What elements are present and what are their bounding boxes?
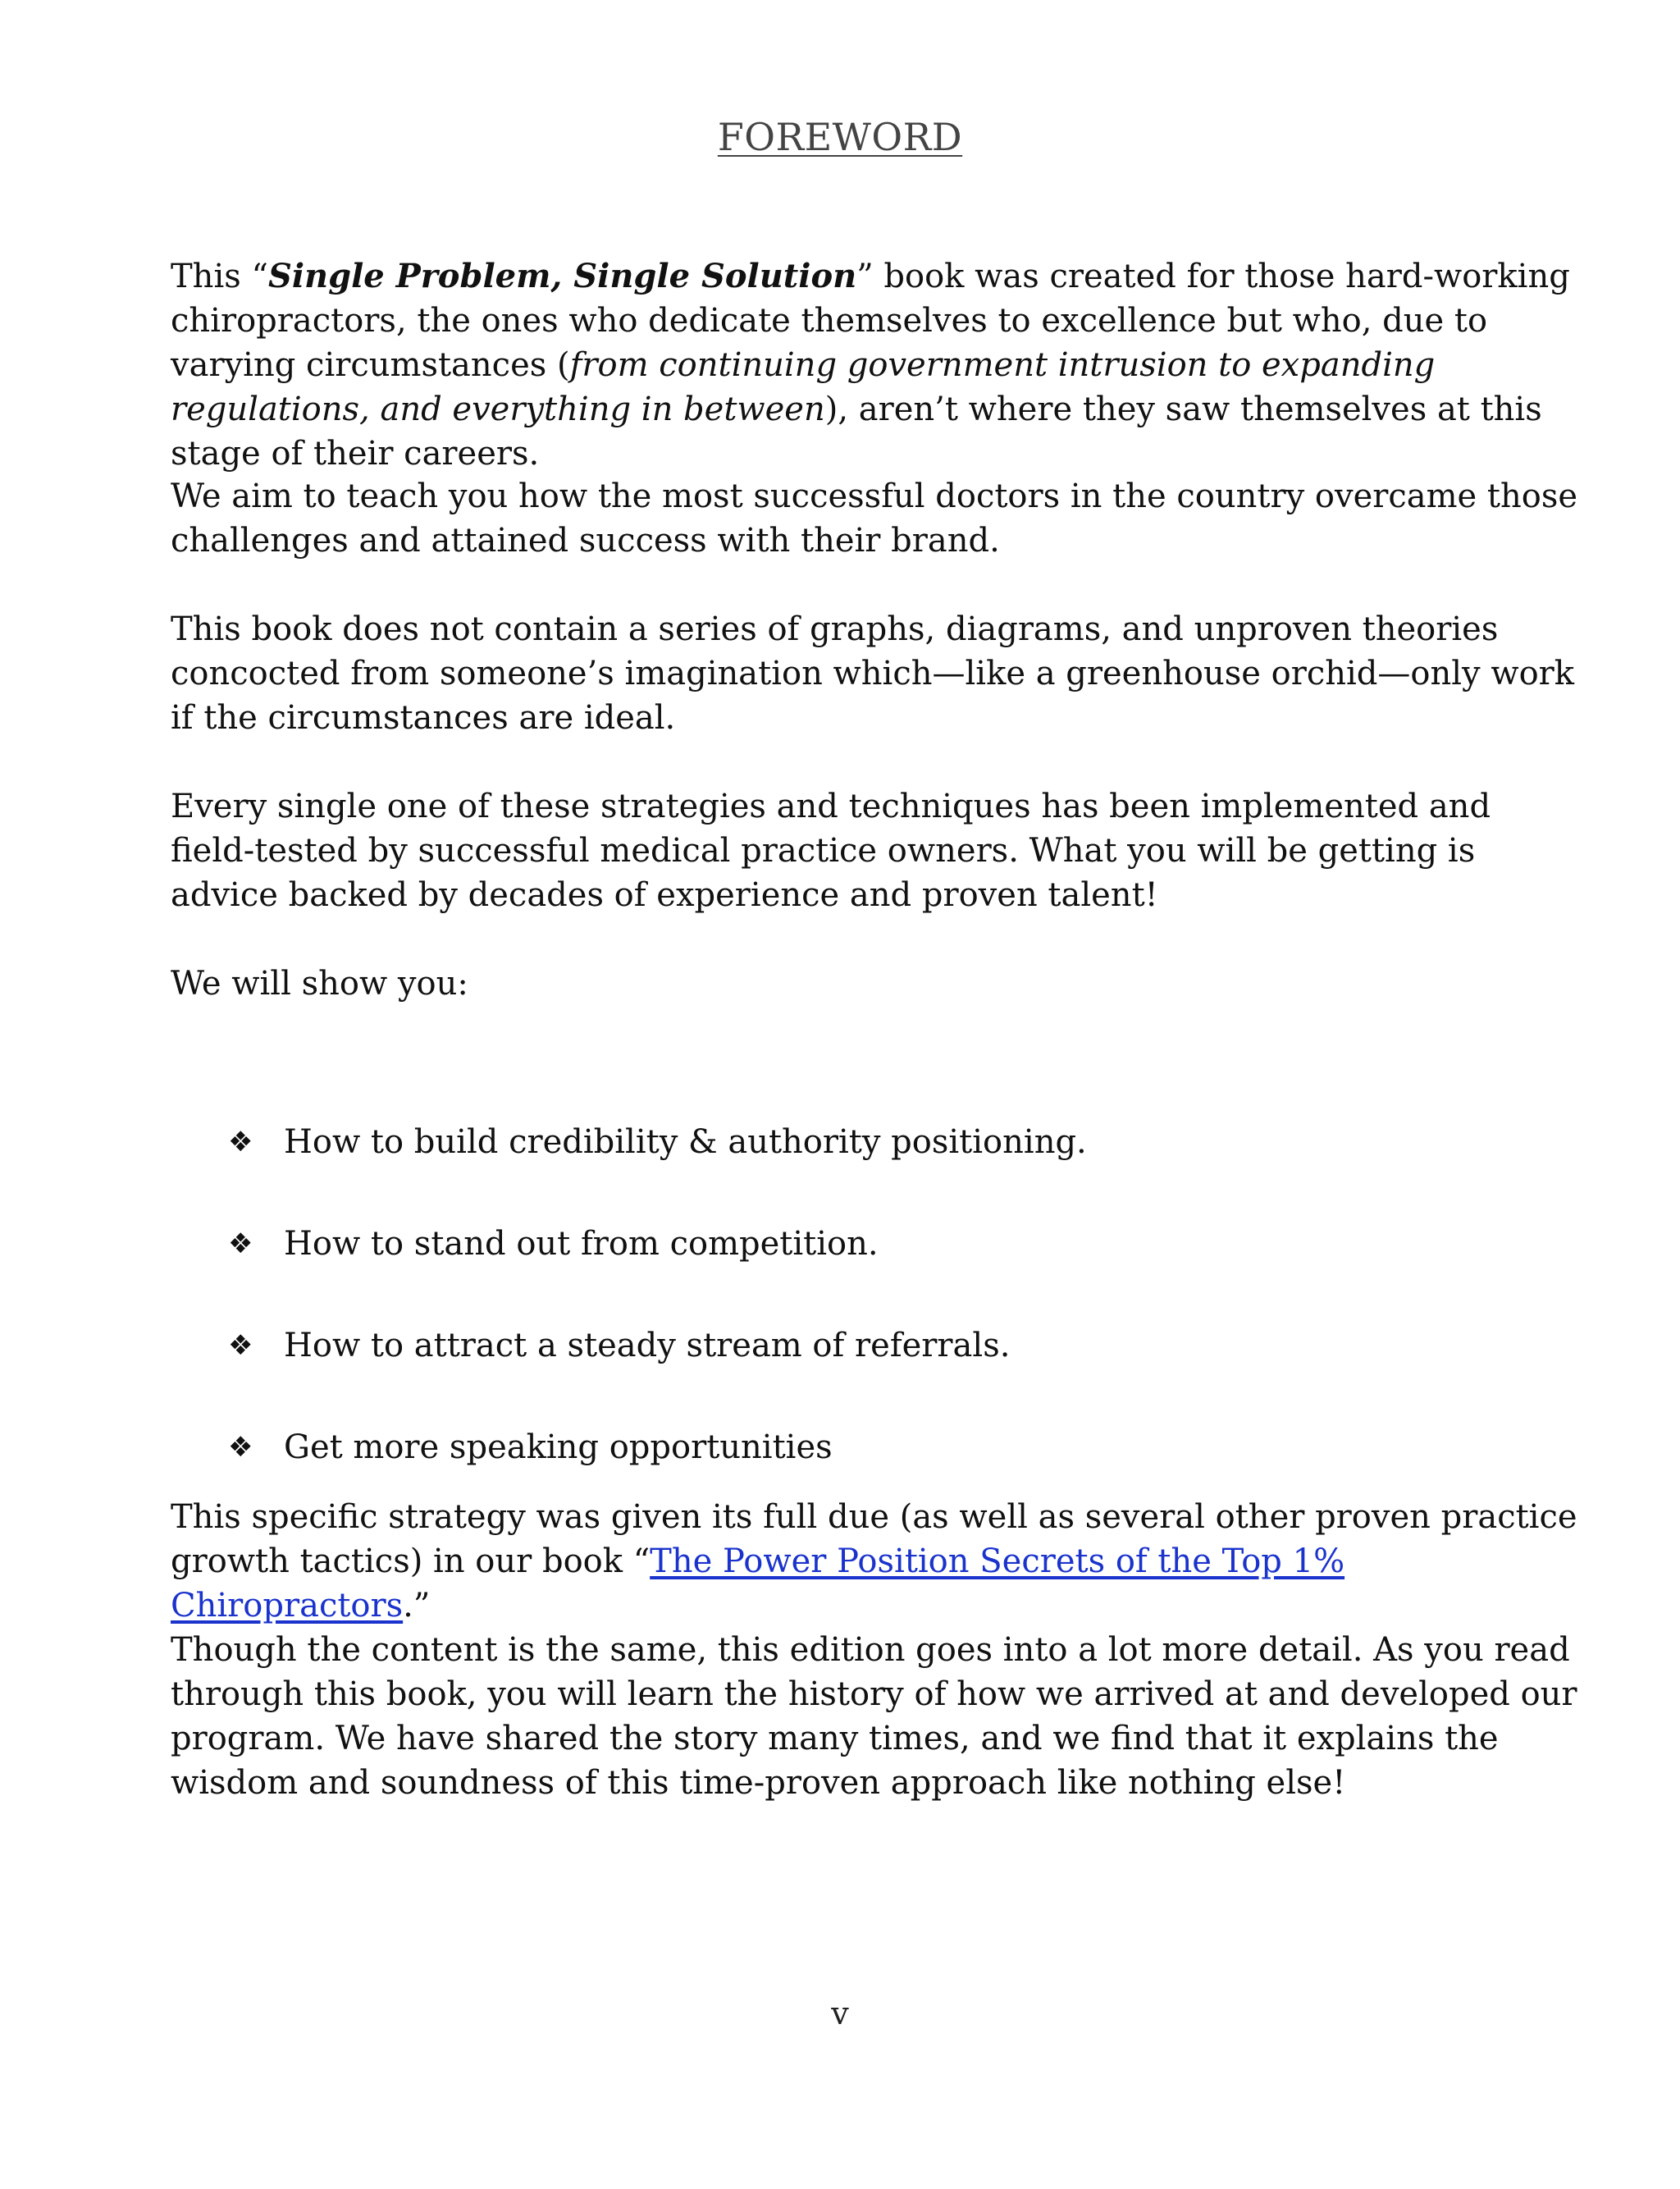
list-item — [228, 1193, 1541, 1295]
benefits-list — [228, 1091, 1541, 1498]
four-diamond-bullet-icon: ❖ — [228, 1126, 253, 1158]
list-item-text: How to build credibility & authority positioning. — [284, 1123, 1087, 1161]
paragraph-power-position — [171, 1495, 1582, 1628]
four-diamond-bullet-icon: ❖ — [228, 1227, 253, 1260]
list-item-text: Get more speaking opportunities — [284, 1428, 833, 1466]
four-diamond-bullet-icon: ❖ — [228, 1329, 253, 1362]
list-item — [228, 1396, 1541, 1498]
book-title: Single Problem, Single Solution — [267, 257, 857, 295]
list-item — [228, 1295, 1541, 1396]
paragraph-power-position-lead: This specific strategy was given its full due (as well as several other proven practice growth tactics) in our book “ — [171, 1498, 1577, 1580]
paragraph-show-you: We will show you: — [171, 965, 468, 1003]
paragraph-intro — [171, 254, 1582, 476]
list-item-text: How to attract a steady stream of referrals. — [284, 1327, 1011, 1364]
list-item-text: How to stand out from competition. — [284, 1225, 879, 1263]
paragraph-strategies: Every single one of these strategies and techniques has been implemented and field-tested by successful medical practice owners. What you will be getting is advice backed by decades of experience and proven talent! — [171, 788, 1491, 914]
book-link[interactable]: The Power Position Secrets of the Top 1% Chiropractors — [171, 1542, 1345, 1625]
paragraph-power-position-end: .” — [403, 1587, 431, 1625]
list-item — [228, 1091, 1541, 1193]
paragraph-no-theories: This book does not contain a series of graphs, diagrams, and unproven theories concocted from someone’s imagination which—like a greenhouse orchid—only work if the circumstances are ideal. — [171, 610, 1575, 737]
paragraph-intro-mid: ” book was created for those hard-working chiropractors, the ones who dedicate themselves to excellence but who, due to varying circumstances ( — [171, 258, 1570, 384]
paragraph-intro-aside: from continuing government intrusion to expanding regulations, and everything in between — [171, 346, 1436, 428]
paragraph-aim: We aim to teach you how the most successful doctors in the country overcame those challenges and attained success with their brand. — [171, 478, 1578, 560]
paragraph-intro-lead: This “ — [171, 258, 268, 295]
paragraph-intro-end: ), aren’t where they saw themselves at this stage of their careers. — [171, 391, 1542, 473]
paragraph-edition: Though the content is the same, this edition goes into a lot more detail. As you read through this book, you will learn the history of how we arrived at and developed our program. We have shared the story many times, and we find that it explains the wisdom and soundness of this time-proven approach like nothing else! — [171, 1631, 1577, 1802]
four-diamond-bullet-icon: ❖ — [228, 1431, 253, 1464]
page-number: v — [831, 1995, 849, 2031]
page-title: FOREWORD — [717, 115, 963, 159]
